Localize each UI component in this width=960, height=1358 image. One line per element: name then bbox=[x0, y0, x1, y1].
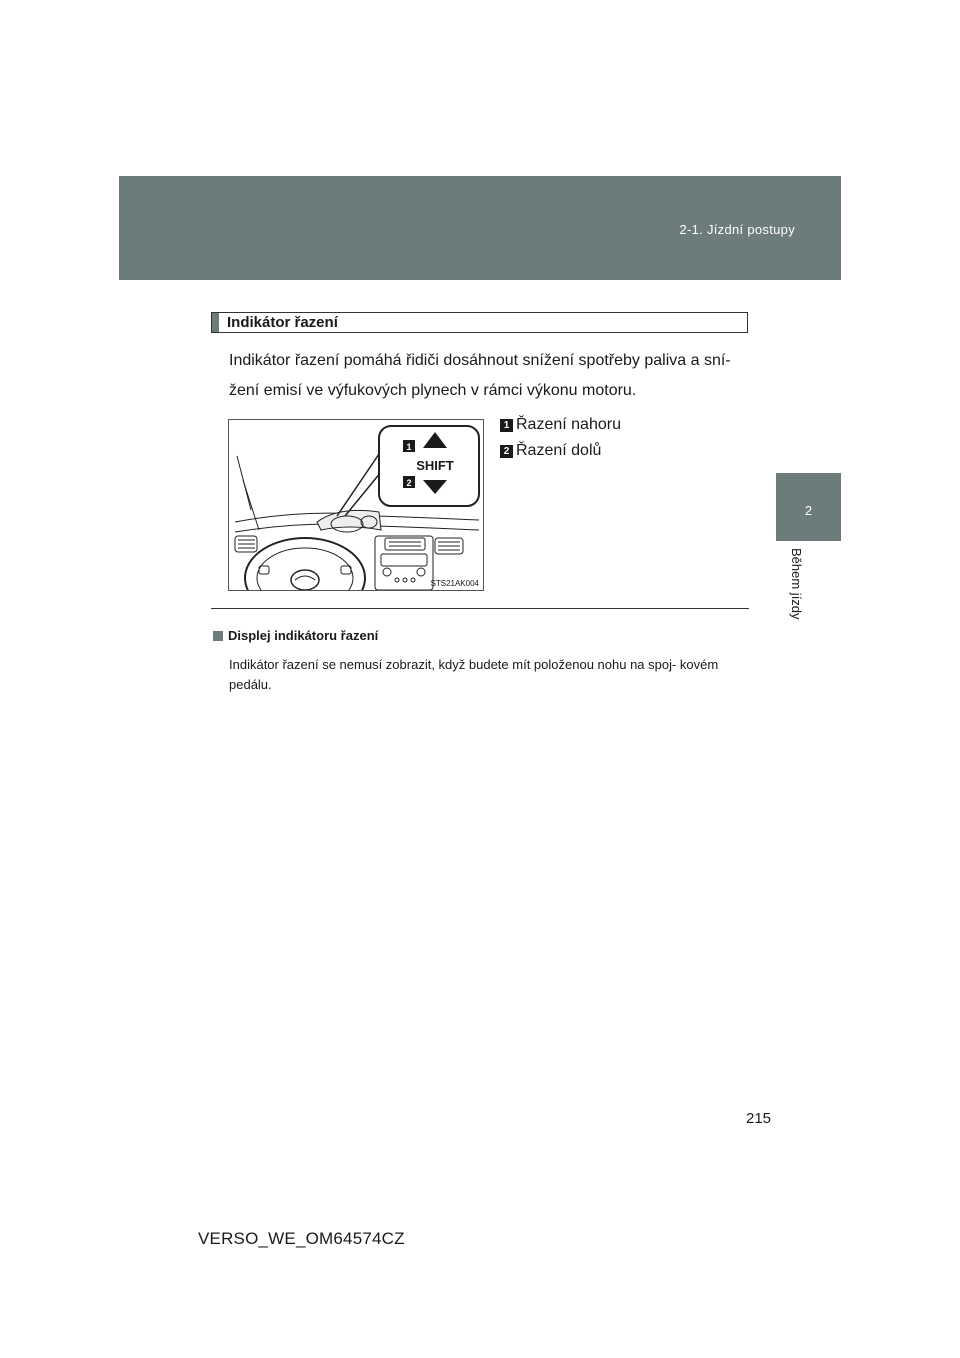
note-text: Indikátor řazení se nemusí zobrazit, když budete mít položenou nohu na spoj- kovém pedálu. bbox=[229, 657, 719, 692]
square-bullet-icon bbox=[213, 631, 223, 641]
legend-number: 2 bbox=[500, 445, 513, 458]
section-title: Indikátor řazení bbox=[227, 314, 338, 331]
page-number: 215 bbox=[746, 1110, 772, 1127]
legend-label: Řazení nahoru bbox=[516, 416, 621, 433]
note-heading bbox=[213, 628, 378, 643]
intro-paragraph: Indikátor řazení pomáhá řidiči dosáhnout snížení spotřeby paliva a sní- žení emisí ve výfukových plynech v rámci výkonu motoru. bbox=[229, 352, 731, 399]
shift-label: SHIFT bbox=[416, 458, 454, 473]
callout-number-1-text: 1 bbox=[406, 442, 412, 452]
section-divider bbox=[211, 608, 749, 609]
dashboard-drawing bbox=[229, 420, 483, 590]
legend bbox=[500, 412, 621, 464]
legend-item-upshift bbox=[500, 412, 621, 438]
legend-number: 1 bbox=[500, 419, 513, 432]
heading-accent-bar bbox=[212, 313, 219, 332]
header-band bbox=[119, 176, 841, 280]
header-section-title: 2-1. Jízdní postupy bbox=[679, 222, 795, 237]
chapter-tab-number: 2 bbox=[804, 503, 813, 518]
document-code: VERSO_WE_OM64574CZ bbox=[198, 1229, 405, 1248]
dashboard-illustration bbox=[228, 419, 484, 591]
chapter-tab-label: Během jízdy bbox=[789, 548, 804, 620]
section-heading bbox=[211, 312, 748, 333]
note-title: Displej indikátoru řazení bbox=[228, 628, 379, 643]
legend-label: Řazení dolů bbox=[516, 442, 602, 459]
legend-item-downshift bbox=[500, 438, 621, 464]
illustration-code: STS21AK004 bbox=[430, 579, 479, 588]
chapter-tab bbox=[776, 473, 841, 541]
callout-number-2-text: 2 bbox=[406, 478, 412, 488]
